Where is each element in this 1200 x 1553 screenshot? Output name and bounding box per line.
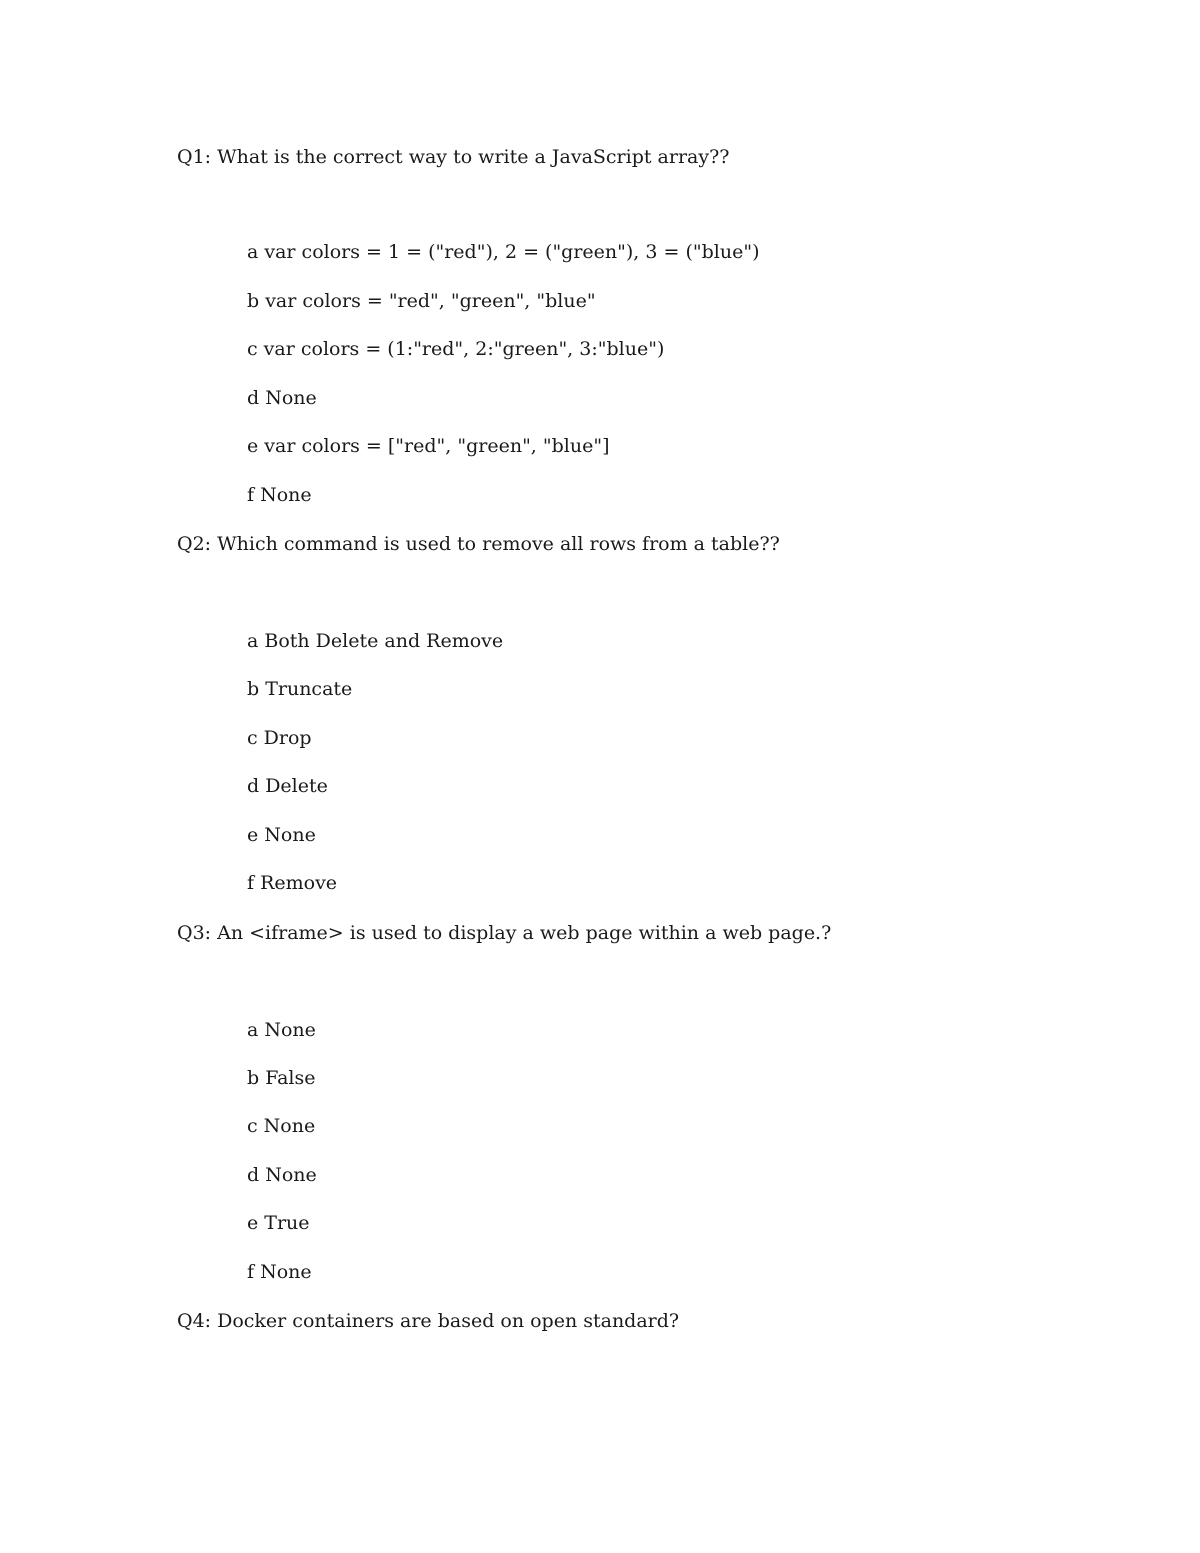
question-1-option-d: d None bbox=[247, 387, 317, 409]
question-1-option-a: a var colors = 1 = ("red"), 2 = ("green"), 3 = ("blue") bbox=[247, 241, 760, 263]
question-3-option-f: f None bbox=[247, 1261, 312, 1283]
question-3-option-c: c None bbox=[247, 1115, 316, 1137]
question-3-option-e: e True bbox=[247, 1212, 310, 1234]
question-1-option-f: f None bbox=[247, 484, 312, 506]
question-3: Q3: An <iframe> is used to display a web page within a web page.? bbox=[177, 922, 832, 944]
question-4: Q4: Docker containers are based on open standard? bbox=[177, 1310, 680, 1332]
question-1-option-e: e var colors = ["red", "green", "blue"] bbox=[247, 435, 610, 457]
question-2-option-c: c Drop bbox=[247, 727, 312, 749]
question-1-option-c: c var colors = (1:"red", 2:"green", 3:"blue") bbox=[247, 338, 665, 360]
question-3-option-a: a None bbox=[247, 1019, 316, 1041]
question-2-option-f: f Remove bbox=[247, 872, 338, 894]
question-2-option-d: d Delete bbox=[247, 775, 328, 797]
question-2-option-b: b Truncate bbox=[247, 678, 353, 700]
question-2: Q2: Which command is used to remove all rows from a table?? bbox=[177, 533, 780, 555]
question-2-option-a: a Both Delete and Remove bbox=[247, 630, 504, 652]
question-2-option-e: e None bbox=[247, 824, 316, 846]
question-1-option-b: b var colors = "red", "green", "blue" bbox=[247, 290, 596, 312]
question-1: Q1: What is the correct way to write a JavaScript array?? bbox=[177, 146, 730, 168]
question-3-option-d: d None bbox=[247, 1164, 317, 1186]
question-3-option-b: b False bbox=[247, 1067, 316, 1089]
